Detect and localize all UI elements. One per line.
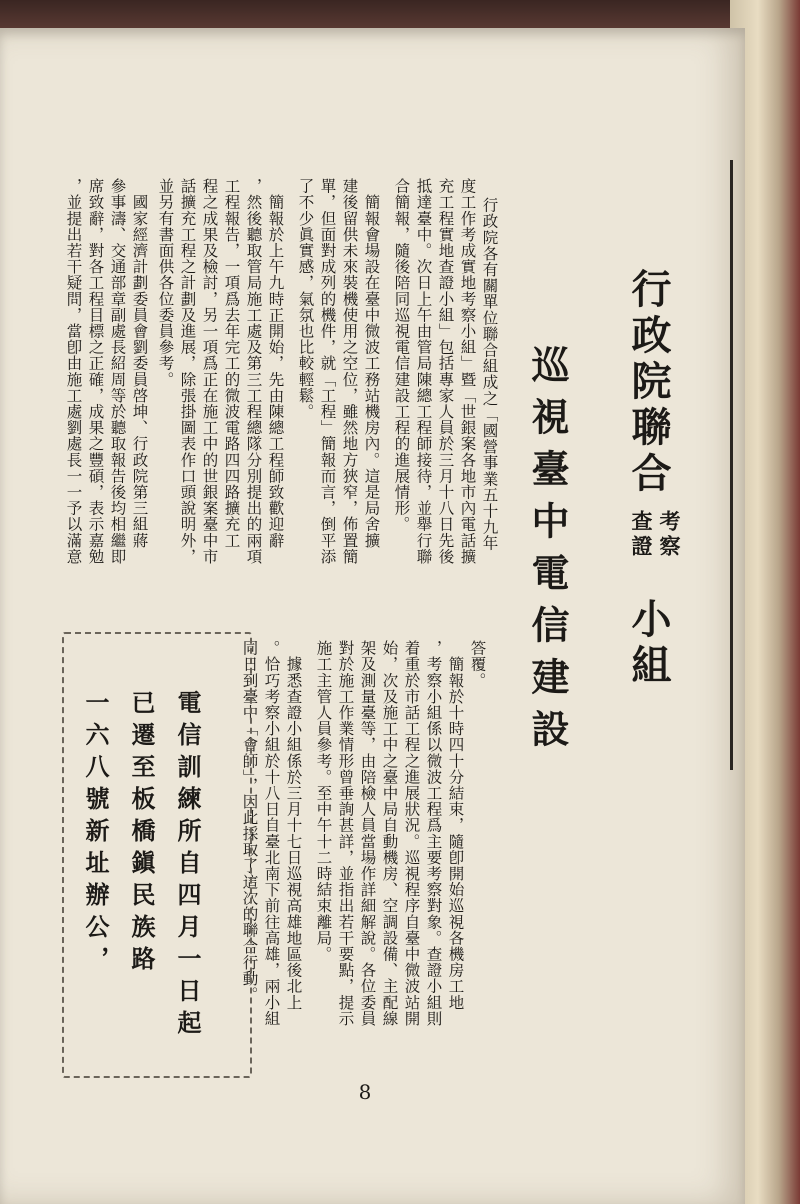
upper-column-10: 簡報於上午九時正開始，先由陳總工程師致歡迎辭	[266, 178, 285, 549]
title-line1-end: 小組	[625, 598, 672, 690]
lower-column-7: 對於施工作業情形曾垂詢甚詳，並指出若干要點，提示	[336, 640, 355, 1027]
upper-column-16: 國家經濟計劃委員會劉委員啓坤、行政院第三組蔣	[130, 178, 149, 549]
title-line2: 巡視臺中電信建設	[525, 345, 570, 761]
upper-column-9: 了不少眞實感，氣氛也比較輕鬆。	[296, 178, 315, 420]
title-sub-right: 考察	[657, 510, 682, 560]
lower-column-5: 始，次及施工中之臺中局自動機房、空調設備、主配線	[380, 640, 399, 1027]
upper-column-17: 參事濤、交通部章副處長紹周等於聽取報告後均相繼即	[108, 178, 127, 565]
upper-column-7: 建後留供未來裝機使用之空位，雖然地方狹窄，佈置簡	[340, 178, 359, 565]
upper-column-18: 席致辭，對各工程目標之正確，成果之豐碩，表示嘉勉	[86, 178, 105, 565]
title-line1: 行政院聯合	[625, 268, 672, 498]
upper-column-13: 程之成果及檢討，另一項爲正在施工中的世銀案臺中市	[200, 178, 219, 565]
upper-column-15: 並另有書面供各位委員參考。	[156, 178, 175, 388]
lower-column-6: 架及測量臺等，由陪檢人員當場作詳細解說。各位委員	[358, 640, 377, 1027]
upper-column-2: 度工作考成實地考察小組」暨「世銀案各地市內電話擴	[458, 178, 477, 565]
upper-column-4: 抵達臺中。次日上午由管局陳總工程師接待，並舉行聯	[414, 178, 433, 565]
upper-column-1: 行政院各有關單位聯合組成之「國營事業五十九年	[480, 197, 499, 552]
upper-column-8: 單，但面對成列的機件，就「工程」簡報而言，倒平添	[318, 178, 337, 565]
upper-column-12: 工程報告，一項爲去年完工的微波電路四四路擴充工	[222, 178, 241, 549]
lower-column-10: 。恰巧考察小組於十八日自臺北南下前往高雄，兩小組	[262, 640, 281, 1027]
title-rule	[730, 160, 733, 770]
lower-column-2: 簡報於十時四十分結束，隨卽開始巡視各機房工地	[446, 640, 465, 1011]
upper-column-14: 話擴充工程之計劃及進展，除張掛圖表作口頭說明外，	[178, 178, 197, 565]
notice-line-3: 一六八號新址辦公，	[81, 690, 110, 978]
lower-column-8: 施工主管人員參考。至中午十二時結束離局。	[314, 640, 333, 962]
page-number: 8	[358, 1080, 372, 1104]
lower-column-9: 據悉查證小組係於三月十七日巡視高雄地區後北上	[284, 640, 303, 1011]
upper-column-5: 合簡報，隨後陪同巡視電信建設工程的進展情形。	[392, 178, 411, 533]
upper-column-11: ，然後聽取管局施工處及第三工程總隊分別提出的兩項	[244, 178, 263, 565]
lower-column-1: 答覆。	[468, 640, 487, 689]
title-sub-left: 查證	[629, 510, 654, 560]
notice-line-1: 電信訓練所自四月一日起	[173, 690, 202, 1042]
lower-column-3: ，考察小組係以微波工程爲主要考察對象。查證小組則	[424, 640, 443, 1027]
lower-column-4: 着重於市話工程之進展狀況。巡視程序自臺中微波站開	[402, 640, 421, 1027]
upper-column-3: 充工程實地查證小組」包括專家人員於三月十八日先後	[436, 178, 455, 565]
book-cover-top	[0, 0, 800, 30]
upper-column-6: 簡報會場設在臺中微波工務站機房內。這是局舍擴	[362, 178, 381, 549]
notice-line-2: 已遷至板橋鎭民族路	[127, 690, 156, 978]
lower-column-11: 同日到臺中「會師」，因此採取了這次的聯合行動。	[240, 640, 259, 1003]
upper-column-19: ，並提出若干疑問，當卽由施工處劉處長一一予以滿意	[64, 178, 83, 565]
